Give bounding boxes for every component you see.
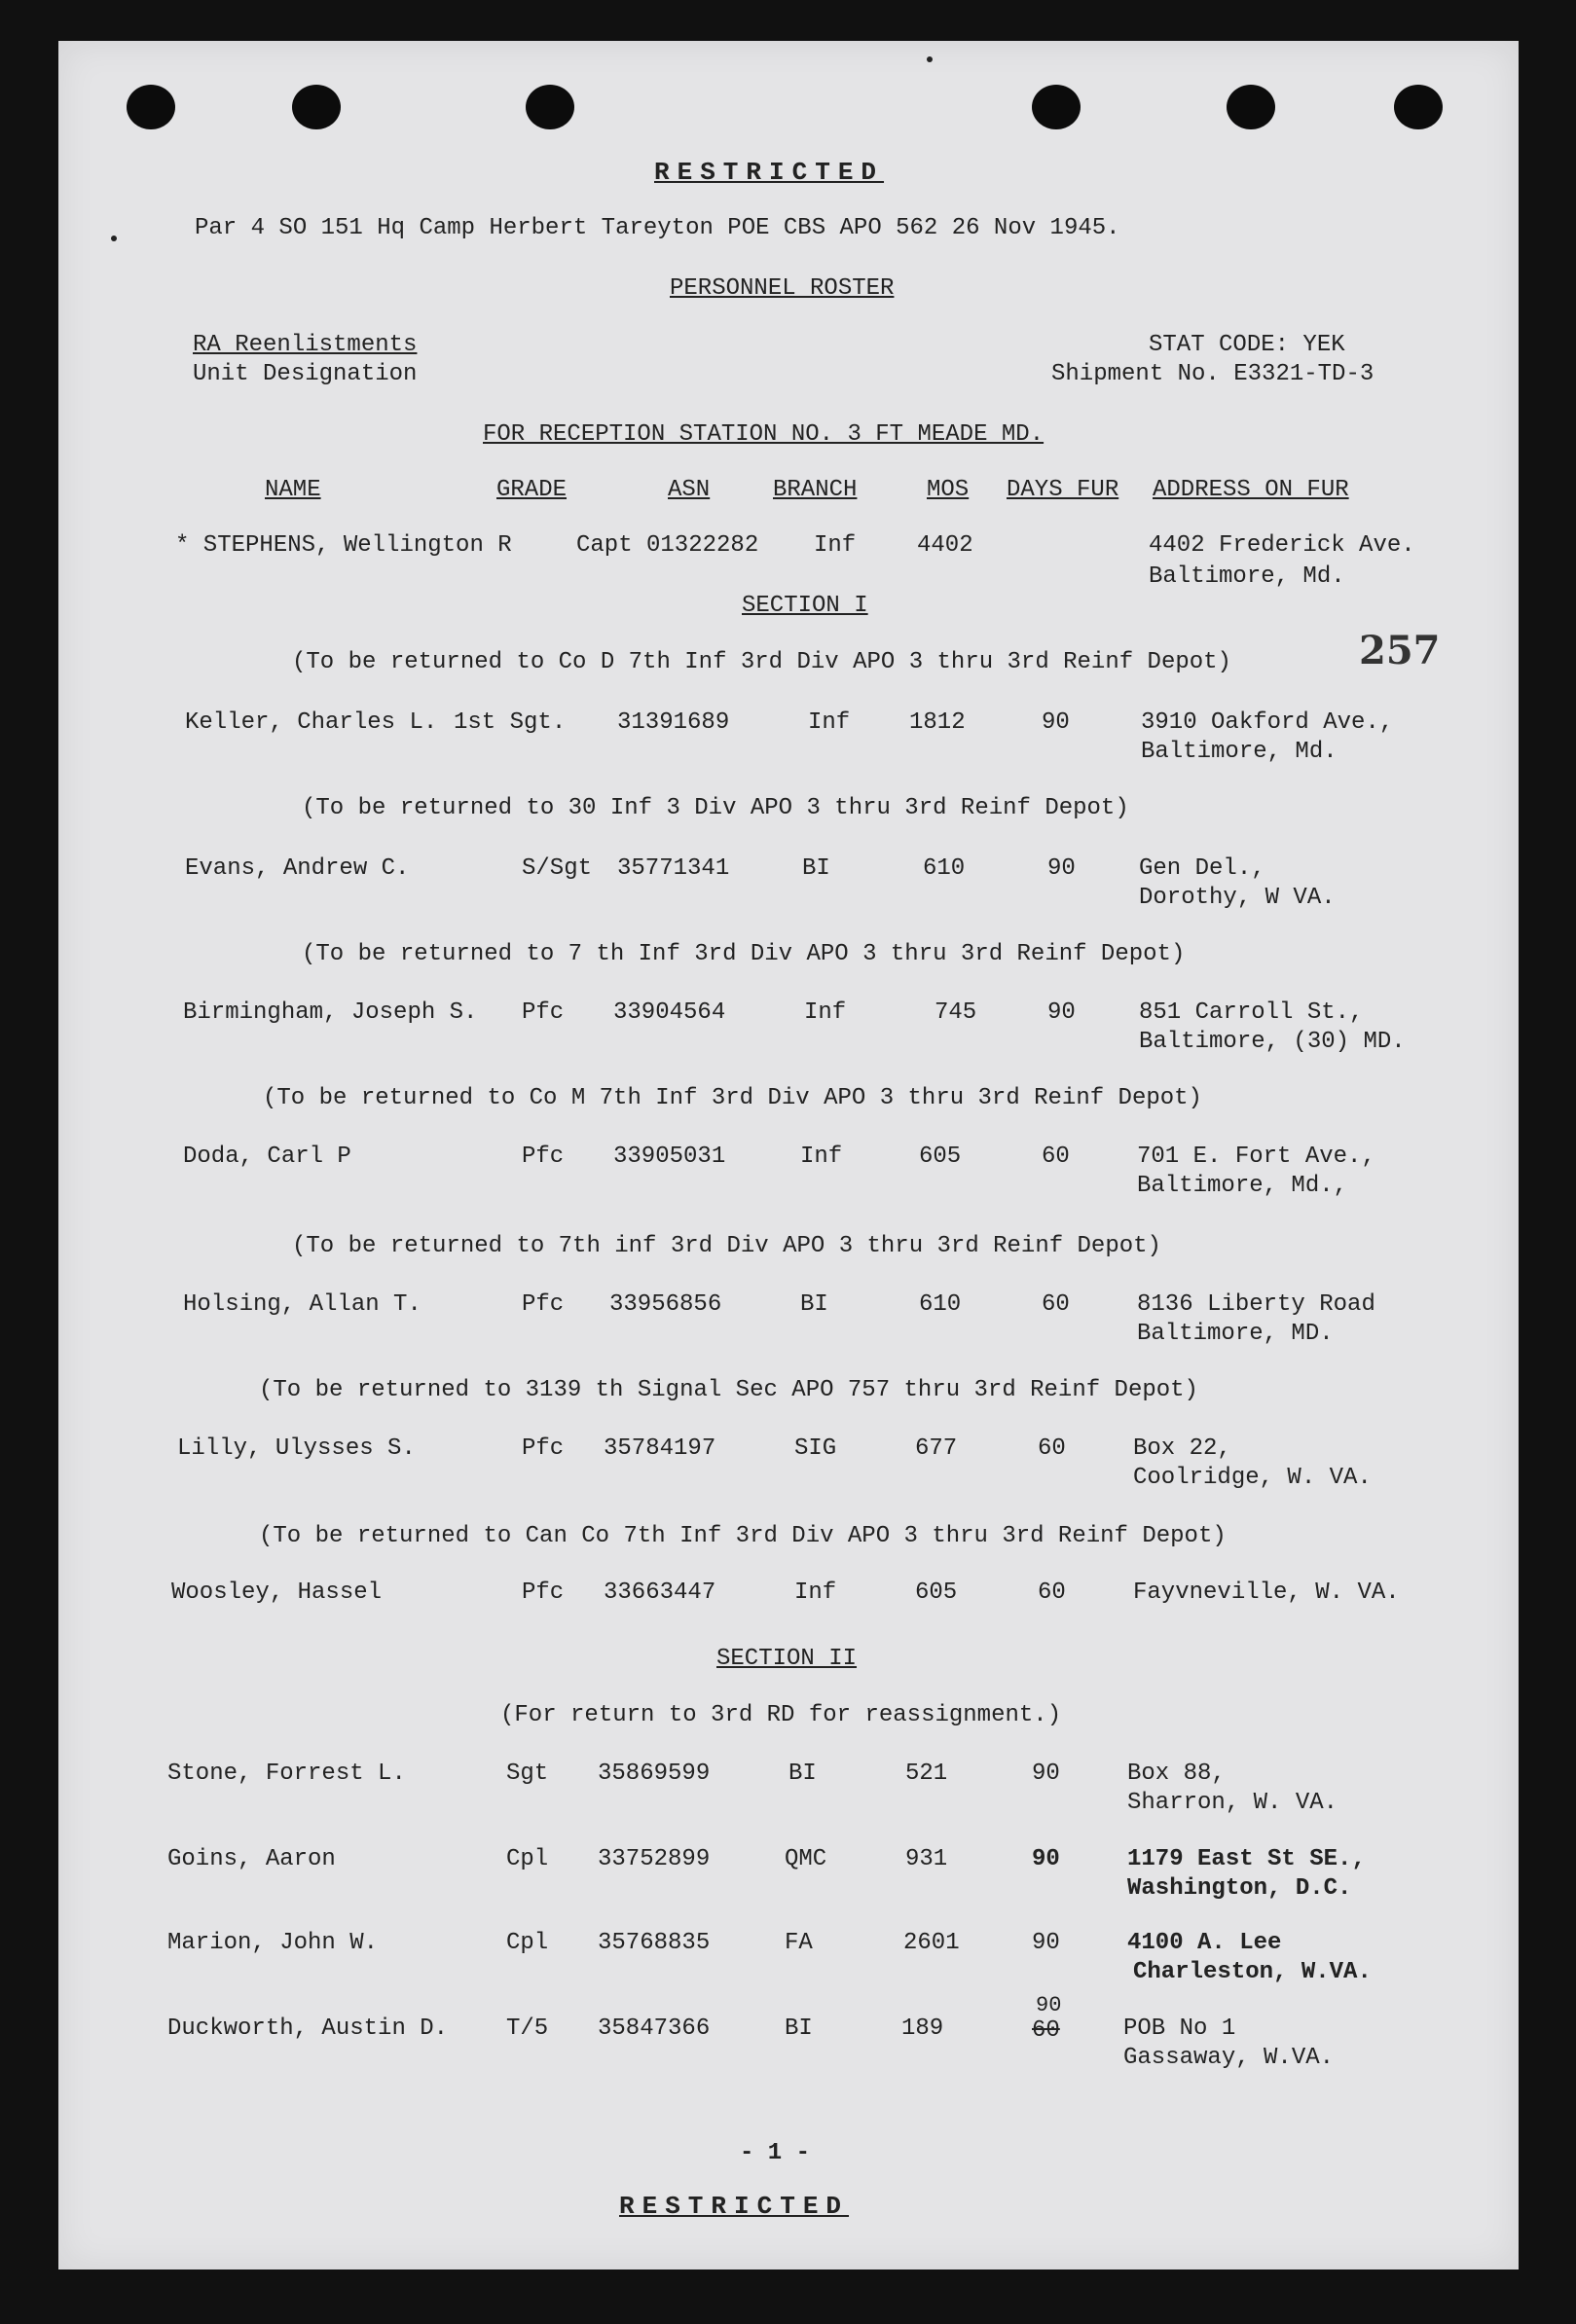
person-address-line2: Gassaway, W.VA. — [1123, 2045, 1335, 2071]
officer-address-line2: Baltimore, Md. — [1149, 563, 1345, 590]
col-header-name: NAME — [265, 477, 321, 503]
person-address-line1: 701 E. Fort Ave., — [1137, 1144, 1375, 1170]
person-name: Birmingham, Joseph S. — [183, 999, 478, 1026]
person-asn: 35784197 — [604, 1435, 716, 1462]
unit-designation-label: Unit Designation — [193, 361, 418, 387]
person-grade: Cpl — [506, 1846, 549, 1872]
person-branch: BI — [785, 2015, 813, 2042]
officer-asn: 01322282 — [646, 532, 759, 559]
punch-hole — [1394, 85, 1443, 129]
person-address-line2: Charleston, W.VA. — [1133, 1959, 1372, 1985]
restricted-heading-top: RESTRICTED — [654, 158, 885, 187]
document-page — [58, 41, 1519, 2270]
page-number: - 1 - — [740, 2140, 811, 2166]
restricted-heading-bottom: RESTRICTED — [619, 2192, 850, 2221]
person-days-fur-handwritten: 90 — [1036, 1993, 1062, 2017]
person-address-line1: POB No 1 — [1123, 2015, 1236, 2042]
person-address-line2: Coolridge, W. VA. — [1133, 1465, 1372, 1491]
officer-grade: Capt — [576, 532, 633, 559]
punch-hole — [1032, 85, 1081, 129]
person-mos: 931 — [905, 1846, 948, 1872]
person-grade: Pfc — [522, 1580, 565, 1606]
roster-title: PERSONNEL ROSTER — [670, 275, 895, 302]
person-address-line1: 4100 A. Lee — [1127, 1930, 1282, 1956]
reception-line: FOR RECEPTION STATION NO. 3 FT MEADE MD. — [483, 421, 1045, 448]
punch-hole — [1227, 85, 1275, 129]
person-grade: Pfc — [522, 1144, 565, 1170]
person-branch: SIG — [794, 1435, 837, 1462]
person-name: Goins, Aaron — [167, 1846, 336, 1872]
person-branch: BI — [800, 1291, 828, 1318]
col-header-mos: MOS — [927, 477, 970, 503]
officer-address-line1: 4402 Frederick Ave. — [1149, 532, 1415, 559]
person-asn: 35771341 — [617, 855, 730, 882]
ink-dot — [927, 56, 933, 62]
section-1-title: SECTION I — [742, 593, 868, 619]
person-address-line1: 851 Carroll St., — [1139, 999, 1364, 1026]
person-days-fur: 60 — [1038, 1435, 1066, 1462]
person-mos: 1812 — [909, 709, 966, 736]
person-mos: 745 — [935, 999, 977, 1026]
person-mos: 610 — [923, 855, 966, 882]
person-mos: 189 — [901, 2015, 944, 2042]
col-header-asn: ASN — [668, 477, 711, 503]
person-asn: 33904564 — [613, 999, 726, 1026]
shipment-number: Shipment No. E3321-TD-3 — [1051, 361, 1374, 387]
group-note: (To be returned to Can Co 7th Inf 3rd Div APO 3 thru 3rd Reinf Depot) — [259, 1523, 1227, 1549]
person-branch: Inf — [794, 1580, 837, 1606]
person-grade: Cpl — [506, 1930, 549, 1956]
person-grade: S/Sgt — [522, 855, 593, 882]
person-branch: Inf — [804, 999, 847, 1026]
section-2-title: SECTION II — [716, 1646, 858, 1672]
group-note: (To be returned to Co M 7th Inf 3rd Div APO 3 thru 3rd Reinf Depot) — [263, 1085, 1202, 1111]
officer-branch: Inf — [814, 532, 857, 559]
person-grade: Pfc — [522, 1291, 565, 1318]
person-asn: 31391689 — [617, 709, 730, 736]
person-days-fur: 60 — [1038, 1580, 1066, 1606]
person-grade: Pfc — [522, 1435, 565, 1462]
officer-mos: 4402 — [917, 532, 973, 559]
person-name: Lilly, Ulysses S. — [177, 1435, 416, 1462]
person-days-fur: 90 — [1032, 1761, 1060, 1787]
stat-code: STAT CODE: YEK — [1149, 332, 1345, 358]
person-branch: Inf — [808, 709, 851, 736]
person-grade: Pfc — [522, 999, 565, 1026]
person-branch: BI — [788, 1761, 817, 1787]
person-grade: Sgt — [506, 1761, 549, 1787]
person-asn: 35869599 — [598, 1761, 711, 1787]
handwritten-page-number: 257 — [1359, 628, 1441, 673]
person-mos: 521 — [905, 1761, 948, 1787]
person-mos: 605 — [915, 1580, 958, 1606]
person-name: Holsing, Allan T. — [183, 1291, 421, 1318]
person-branch: FA — [785, 1930, 813, 1956]
person-days-fur: 90 — [1047, 999, 1076, 1026]
person-name: Stone, Forrest L. — [167, 1761, 406, 1787]
punch-hole — [127, 85, 175, 129]
person-address-line2: Baltimore, Md. — [1141, 739, 1338, 765]
person-name: Marion, John W. — [167, 1930, 379, 1956]
ink-dot — [111, 236, 117, 241]
person-mos: 2601 — [903, 1930, 960, 1956]
person-address-line2: Baltimore, Md., — [1137, 1173, 1348, 1199]
person-name: Woosley, Hassel — [171, 1580, 383, 1606]
person-name: Keller, Charles L. — [185, 709, 438, 736]
person-days-fur: 60 — [1042, 1291, 1070, 1318]
person-days-fur: 90 — [1047, 855, 1076, 882]
person-address-line2: Washington, D.C. — [1127, 1875, 1352, 1902]
group-note: (To be returned to 30 Inf 3 Div APO 3 thru 3rd Reinf Depot) — [302, 795, 1129, 821]
person-address-line1: Fayvneville, W. VA. — [1133, 1580, 1400, 1606]
officer-name: * STEPHENS, Wellington R — [175, 532, 512, 559]
punch-hole — [526, 85, 574, 129]
person-branch: BI — [802, 855, 830, 882]
person-address-line1: 8136 Liberty Road — [1137, 1291, 1375, 1318]
person-address-line2: Baltimore, MD. — [1137, 1321, 1334, 1347]
person-address-line1: Box 88, — [1127, 1761, 1226, 1787]
section-2-note: (For return to 3rd RD for reassignment.) — [500, 1702, 1062, 1728]
person-address-line2: Baltimore, (30) MD. — [1139, 1029, 1406, 1055]
person-branch: Inf — [800, 1144, 843, 1170]
unit-line: RA Reenlistments — [193, 332, 418, 358]
person-address-line2: Dorothy, W VA. — [1139, 885, 1336, 911]
person-mos: 605 — [919, 1144, 962, 1170]
person-address-line2: Sharron, W. VA. — [1127, 1790, 1338, 1816]
person-days-fur: 90 — [1042, 709, 1070, 736]
col-header-branch: BRANCH — [773, 477, 858, 503]
person-address-line1: 3910 Oakford Ave., — [1141, 709, 1394, 736]
person-address-line1: 1179 East St SE., — [1127, 1846, 1366, 1872]
punch-hole — [292, 85, 341, 129]
person-branch: QMC — [785, 1846, 827, 1872]
col-header-address: ADDRESS ON FUR — [1153, 477, 1349, 503]
person-grade: 1st Sgt. — [454, 709, 567, 736]
group-note: (To be returned to 7 th Inf 3rd Div APO 3 thru 3rd Reinf Depot) — [302, 941, 1186, 967]
person-name: Duckworth, Austin D. — [167, 2015, 449, 2042]
person-asn: 33663447 — [604, 1580, 716, 1606]
order-line: Par 4 SO 151 Hq Camp Herbert Tareyton POE CBS APO 562 26 Nov 1945. — [195, 215, 1120, 241]
col-header-grade: GRADE — [496, 477, 568, 503]
person-days-fur-struck: 60 — [1032, 2017, 1060, 2044]
person-name: Evans, Andrew C. — [185, 855, 410, 882]
person-address-line1: Box 22, — [1133, 1435, 1231, 1462]
person-address-line1: Gen Del., — [1139, 855, 1265, 882]
person-days-fur: 60 — [1042, 1144, 1070, 1170]
person-asn: 33752899 — [598, 1846, 711, 1872]
person-asn: 33905031 — [613, 1144, 726, 1170]
person-grade: T/5 — [506, 2015, 549, 2042]
person-name: Doda, Carl P — [183, 1144, 351, 1170]
person-asn: 33956856 — [609, 1291, 722, 1318]
person-days-fur: 90 — [1032, 1846, 1060, 1872]
person-days-fur: 90 — [1032, 1930, 1060, 1956]
group-note: (To be returned to 7th inf 3rd Div APO 3 thru 3rd Reinf Depot) — [292, 1233, 1161, 1259]
person-asn: 35768835 — [598, 1930, 711, 1956]
person-mos: 677 — [915, 1435, 958, 1462]
group-note: (To be returned to 3139 th Signal Sec APO 757 thru 3rd Reinf Depot) — [259, 1377, 1198, 1403]
person-asn: 35847366 — [598, 2015, 711, 2042]
person-mos: 610 — [919, 1291, 962, 1318]
group-note: (To be returned to Co D 7th Inf 3rd Div APO 3 thru 3rd Reinf Depot) — [292, 649, 1231, 675]
col-header-days-fur: DAYS FUR — [1007, 477, 1119, 503]
